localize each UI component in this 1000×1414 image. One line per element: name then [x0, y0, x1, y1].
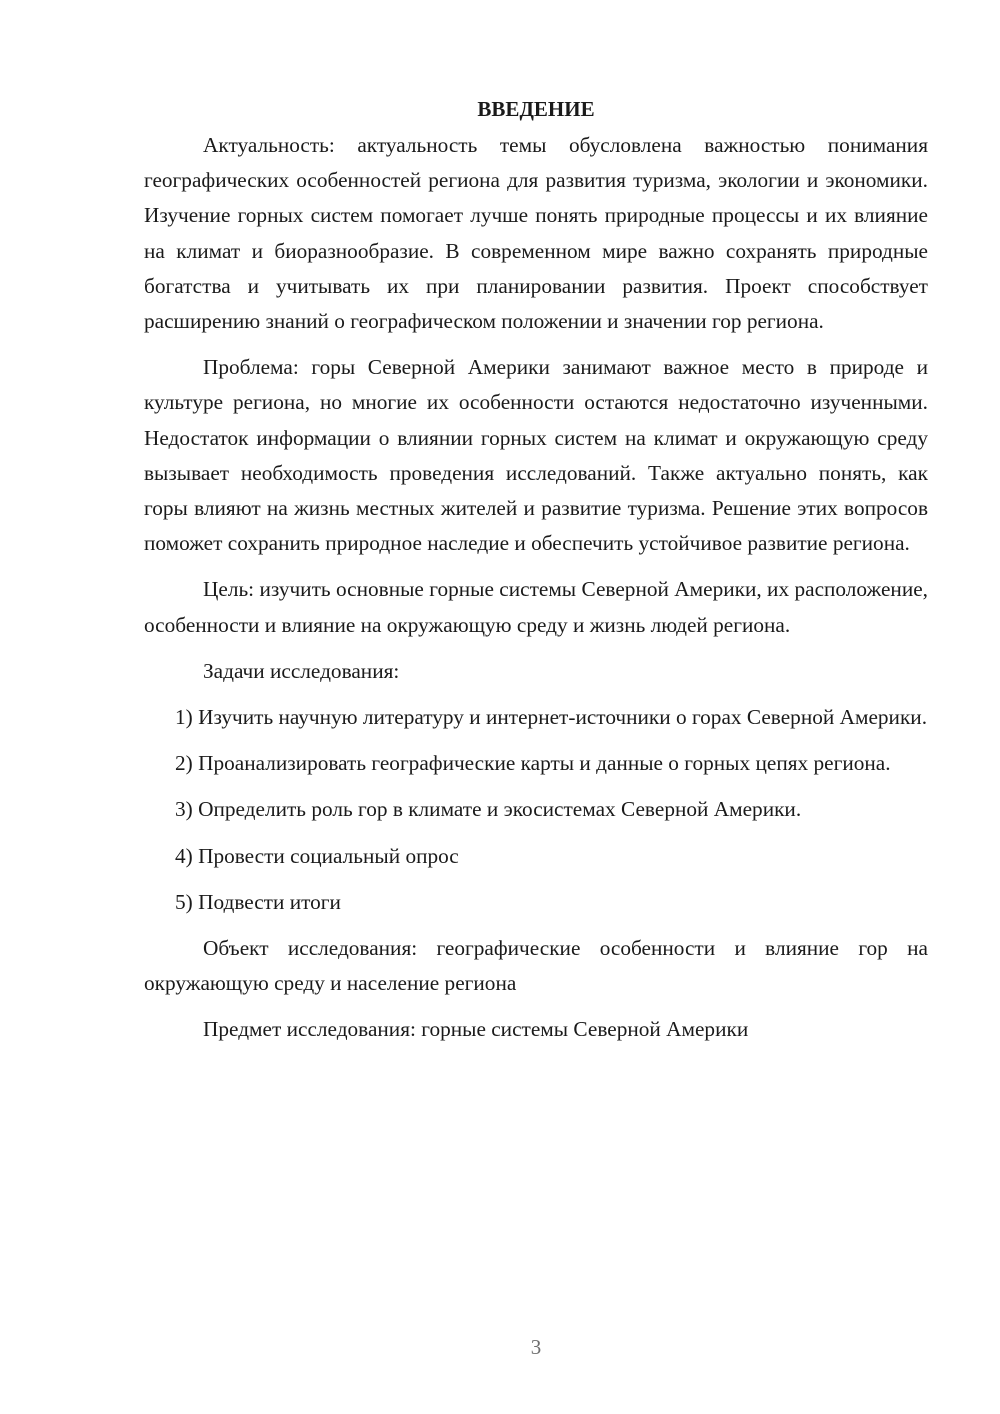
document-page: [144, 92, 928, 1059]
problem-paragraph: Проблема: горы Северной Америки занимают важное место в природе и культуре региона, но многие их особенности остаются недостаточно изученными. Недостаток информации о влиянии горных систем на климат и окружающую среду вызывает необходимость проведения исследований. Также актуально понять, как горы влияют на жизнь местных жителей и развитие туризма. Решение этих вопросов поможет сохранить природное наследие и обеспечить устойчивое развитие региона.: [144, 355, 928, 556]
task-item: 1) Изучить научную литературу и интернет-источники о горах Северной Америки.: [175, 705, 928, 730]
subject-paragraph: Предмет исследования: горные системы Северной Америки: [203, 1017, 749, 1042]
task-item: 3) Определить роль гор в климате и экосистемах Северной Америки.: [175, 797, 802, 822]
object-paragraph: Объект исследования: географические особенности и влияние гор на окружающую среду и население региона: [144, 936, 928, 996]
goal-paragraph: Цель: изучить основные горные системы Северной Америки, их расположение, особенности и влияние на окружающую среду и жизнь людей региона.: [144, 577, 928, 637]
task-item: 4) Провести социальный опрос: [175, 843, 459, 868]
relevance-paragraph: Актуальность: актуальность темы обусловлена важностью понимания географических особенностей региона для развития туризма, экологии и экономики. Изучение горных систем помогает лучше понять природные процессы и их влияние на климат и биоразнообразие. В современном мире важно сохранять природные богатства и учитывать их при планировании развития. Проект способствует расширению знаний о географическом положении и значении гор региона.: [144, 133, 928, 334]
section-title: ВВЕДЕНИЕ: [477, 97, 595, 121]
task-item: 5) Подвести итоги: [175, 889, 341, 914]
tasks-heading: Задачи исследования:: [203, 658, 400, 683]
page-number: 3: [530, 1335, 542, 1359]
task-item: 2) Проанализировать географические карты и данные о горных цепях региона.: [175, 751, 891, 776]
